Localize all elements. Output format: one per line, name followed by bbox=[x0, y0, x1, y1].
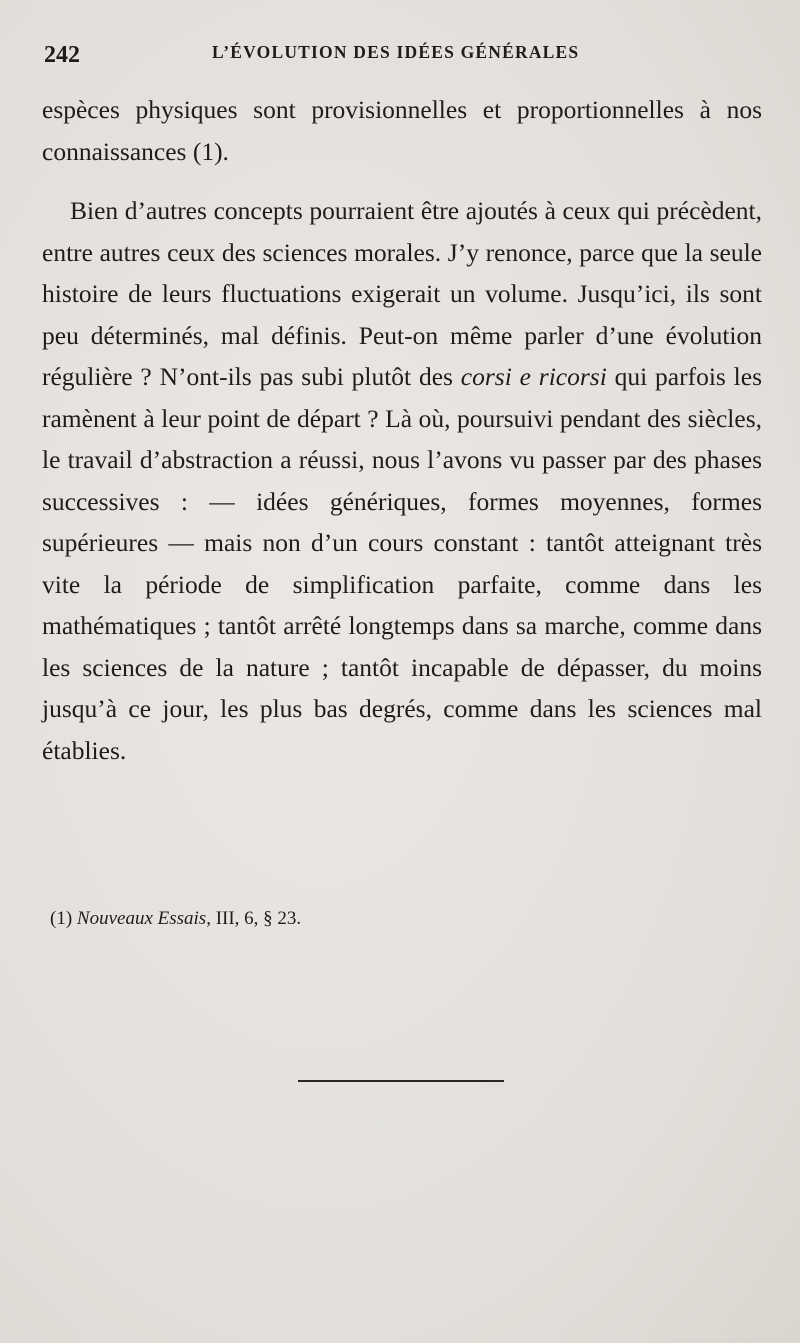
page-header bbox=[44, 38, 760, 74]
italic-phrase: corsi e ricorsi bbox=[460, 362, 607, 391]
footnote-reference: , III, 6, § 23. bbox=[206, 908, 302, 929]
page-number: 242 bbox=[44, 42, 80, 68]
end-rule bbox=[298, 1080, 504, 1082]
footnote-marker: (1) bbox=[50, 908, 73, 929]
footnote-title: Nouveaux Essais bbox=[76, 908, 207, 929]
footnote bbox=[50, 908, 301, 930]
paragraph-2-end: qui parfois les ramènent à leur point de départ ? Là où, poursuivi pendant des siècles, le travail d’abstraction a réussi, nous l’avons vu passer par des phases successives : — idées génériques, formes moyennes, formes supérieures — mais non d’un cours constant : tantôt atteignant très vite la période de simplification parfaite, comme dans les mathématiques ; tantôt arrêté longtemps dans sa marche, comme dans les sciences de la nature ; tantôt incapable de dépasser, du moins jusqu’à ce jour, les plus bas degrés, comme dans les sciences mal établies. bbox=[42, 362, 762, 765]
running-head: L’ÉVOLUTION DES IDÉES GÉNÉRALES bbox=[212, 42, 580, 62]
paragraph-2 bbox=[42, 190, 762, 771]
paragraph-2-start: Bien d’autres concepts pourraient être ajoutés à ceux qui précèdent, entre autres ceux des sciences morales. J’y renonce, parce que la seule histoire de leurs fluctuations exigerait un volume. Jusqu’ici, ils sont peu déterminés, mal définis. Peut-on même parler d’une évolution régulière ? N’ont-ils pas subi plutôt des bbox=[42, 196, 762, 391]
body-text bbox=[42, 89, 762, 771]
paragraph-1: espèces physiques sont provisionnelles et proportionnelles à nos connaissances (1). bbox=[42, 95, 762, 166]
